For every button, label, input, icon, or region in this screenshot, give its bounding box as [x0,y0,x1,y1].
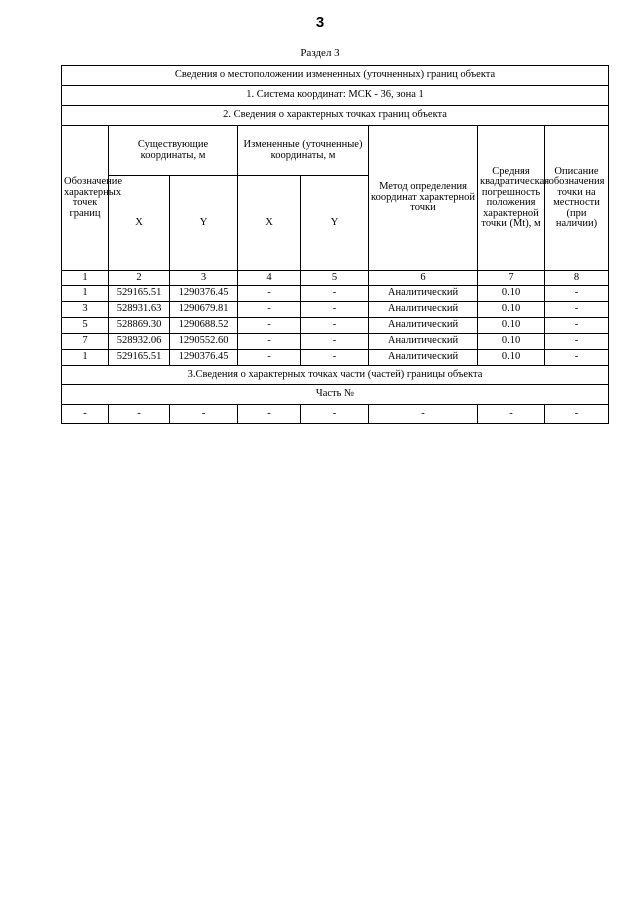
column-number: 2 [109,271,170,286]
column-number: 6 [369,271,478,286]
cell-changed-y: - [301,350,369,366]
cell-changed-y: - [301,318,369,334]
cell-x: 529165.51 [109,286,170,302]
cell-description: - [545,302,609,318]
points-heading: 2. Сведения о характерных точках границ объекта [62,106,609,126]
cell-changed-x: - [238,318,301,334]
cell-y: 1290376.45 [170,286,238,302]
column-number: 8 [545,271,609,286]
cell-changed-y: - [301,286,369,302]
cell-method: Аналитический [369,350,478,366]
section-title: Раздел 3 [300,47,340,59]
table-row [62,334,609,350]
cell-point: 3 [62,302,109,318]
cell-mean-error: 0.10 [478,350,545,366]
column-number: 5 [301,271,369,286]
parts-heading: 3.Сведения о характерных точках части (частей) границы объекта [62,366,609,385]
header-existing-y: Y [170,176,238,271]
cell-mean-error: 0.10 [478,334,545,350]
table-row [62,350,609,366]
header-method: Метод определения координат характерной точки [369,126,478,271]
cell-changed-y: - [301,334,369,350]
cell-mean-error: 0.10 [478,286,545,302]
column-number: 7 [478,271,545,286]
part-cell: - [109,405,170,424]
cell-x: 528931.63 [109,302,170,318]
part-cell: - [62,405,109,424]
cell-method: Аналитический [369,318,478,334]
header-mean-error: Средняя квадратическая погрешность положения характерной точки (Mt), м [478,126,545,271]
cell-changed-x: - [238,350,301,366]
cell-method: Аналитический [369,286,478,302]
cell-point: 1 [62,350,109,366]
table-row [62,318,609,334]
header-changed-x: X [238,176,301,271]
cell-changed-y: - [301,302,369,318]
cell-y: 1290679.81 [170,302,238,318]
cell-description: - [545,334,609,350]
cell-point: 1 [62,286,109,302]
cell-description: - [545,350,609,366]
cell-y: 1290376.45 [170,350,238,366]
part-label: Часть № [62,385,609,405]
column-number-row [62,271,609,286]
boundary-table [61,65,609,424]
header-changed-y: Y [301,176,369,271]
cell-x: 528932.06 [109,334,170,350]
cell-description: - [545,318,609,334]
part-row [62,405,609,424]
cell-changed-x: - [238,286,301,302]
header-existing-x: X [109,176,170,271]
cell-x: 528869.30 [109,318,170,334]
part-cell: - [170,405,238,424]
cell-method: Аналитический [369,334,478,350]
table-row [62,286,609,302]
header-point-designation: Обозначение характерных точек границ [62,126,109,271]
part-cell: - [301,405,369,424]
header-description: Описание обозначения точки на местности (при наличии) [545,126,609,271]
cell-mean-error: 0.10 [478,302,545,318]
table-title: Сведения о местоположении измененных (уточненных) границ объекта [62,66,609,86]
part-cell: - [545,405,609,424]
coord-system: 1. Система координат: МСК - 36, зона 1 [62,86,609,106]
cell-point: 5 [62,318,109,334]
cell-changed-x: - [238,334,301,350]
cell-description: - [545,286,609,302]
cell-method: Аналитический [369,302,478,318]
table-row [62,302,609,318]
column-number: 1 [62,271,109,286]
cell-y: 1290688.52 [170,318,238,334]
cell-y: 1290552.60 [170,334,238,350]
column-number: 4 [238,271,301,286]
cell-point: 7 [62,334,109,350]
cell-changed-x: - [238,302,301,318]
part-cell: - [369,405,478,424]
column-number: 3 [170,271,238,286]
part-cell: - [478,405,545,424]
cell-x: 529165.51 [109,350,170,366]
header-changed-coords: Измененные (уточненные) координаты, м [238,126,369,176]
part-cell: - [238,405,301,424]
header-existing-coords: Существующие координаты, м [109,126,238,176]
page-number: 3 [315,14,325,31]
cell-mean-error: 0.10 [478,318,545,334]
